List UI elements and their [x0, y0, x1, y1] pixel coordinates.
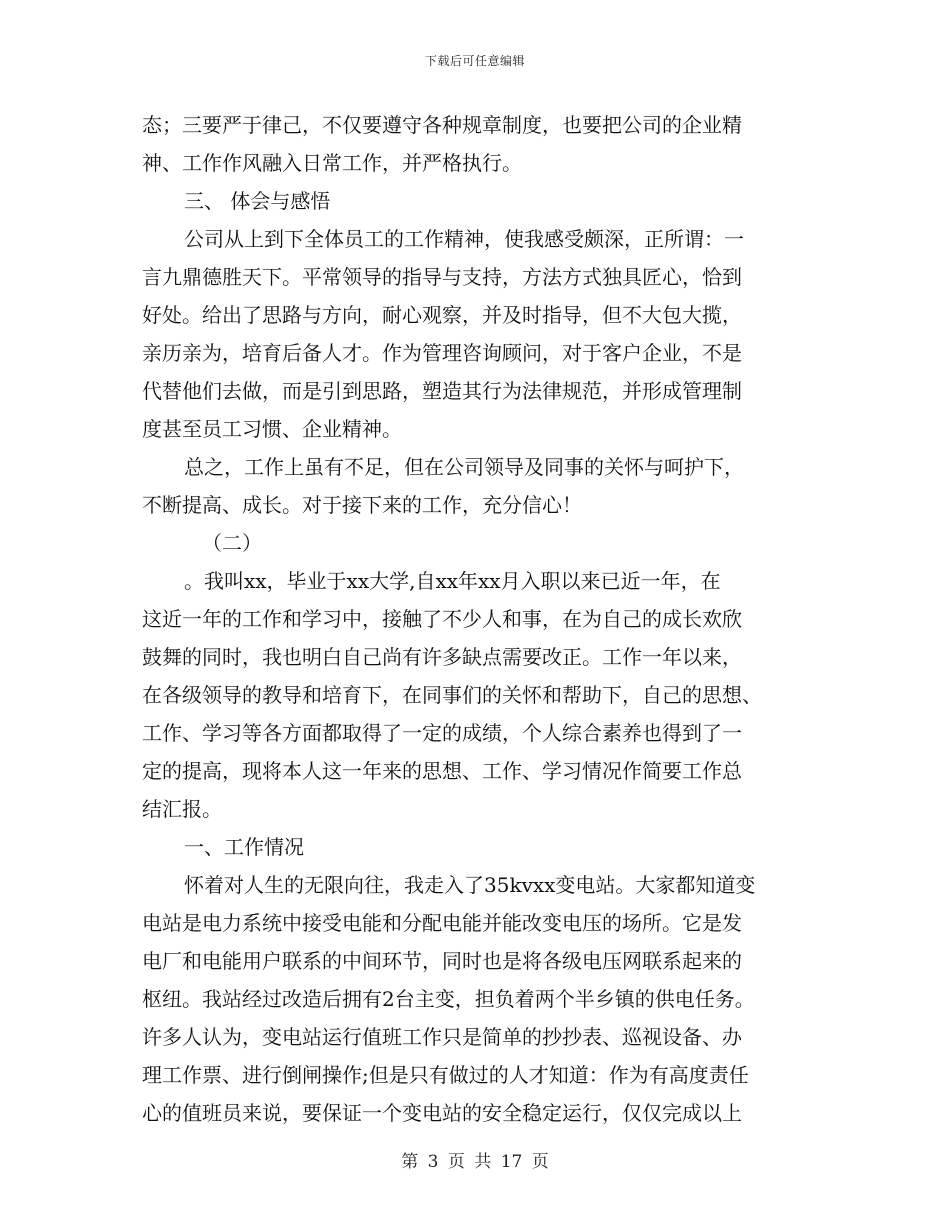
text-line: 电厂和电能用户联系的中间环节，同时也是将各级电压网联系起来的 — [142, 949, 742, 973]
text-line: 鼓舞的同时，我也明白自己尚有许多缺点需要改正。工作一年以来， — [142, 645, 742, 669]
text-line: 不断提高、成长。对于接下来的工作，充分信心！ — [142, 493, 582, 517]
text-line: 一、工作情况 — [184, 835, 304, 859]
text-line: 怀着对人生的无限向往，我走入了35kvxx变电站。大家都知道变 — [184, 873, 756, 897]
text-line: 心的值班员来说，要保证一个变电站的安全稳定运行，仅仅完成以上 — [142, 1101, 742, 1125]
text-line: 言九鼎德胜天下。平常领导的指导与支持，方法方式独具匠心，恰到 — [142, 265, 742, 289]
text-line: 总之，工作上虽有不足，但在公司领导及同事的关怀与呵护下， — [184, 455, 744, 479]
text-line: 理工作票、进行倒闸操作;但是只有做过的人才知道：作为有高度责任 — [142, 1063, 749, 1087]
text-line: 在各级领导的教导和培育下，在同事们的关怀和帮助下，自己的思想、 — [142, 683, 762, 707]
text-line: 定的提高，现将本人这一年来的思想、工作、学习情况作简要工作总 — [142, 759, 742, 783]
text-line: 神、工作作风融入日常工作，并严格执行。 — [142, 151, 522, 175]
text-line: 结汇报。 — [142, 797, 222, 821]
page-footer: 第 3 页 共 17 页 — [401, 1152, 549, 1172]
document-body — [142, 106, 812, 1132]
text-line: 亲历亲为，培育后备人才。作为管理咨询顾问，对于客户企业，不是 — [142, 341, 742, 365]
text-line: 。我叫xx，毕业于xx大学,自xx年xx月入职以来已近一年，在 — [184, 569, 721, 593]
text-line: 公司从上到下全体员工的工作精神，使我感受颇深，正所谓：一 — [184, 227, 744, 251]
text-line: 代替他们去做，而是引到思路，塑造其行为法律规范，并形成管理制 — [142, 379, 742, 403]
text-line: 度甚至员工习惯、企业精神。 — [142, 417, 402, 441]
text-line: 工作、学习等各方面都取得了一定的成绩，个人综合素养也得到了一 — [142, 721, 742, 745]
page-header: 下载后可任意编辑 — [424, 54, 525, 68]
text-line: 态；三要严于律己，不仅要遵守各种规章制度，也要把公司的企业精 — [142, 113, 742, 137]
text-line: 好处。给出了思路与方向，耐心观察，并及时指导，但不大包大揽， — [142, 303, 742, 327]
text-line: 枢纽。我站经过改造后拥有2台主变，担负着两个半乡镇的供电任务。 — [142, 987, 755, 1011]
text-line: 电站是电力系统中接受电能和分配电能并能改变电压的场所。它是发 — [142, 911, 742, 935]
text-line: 许多人认为，变电站运行值班工作只是简单的抄抄表、巡视设备、办 — [142, 1025, 742, 1049]
text-line: 这近一年的工作和学习中，接触了不少人和事，在为自己的成长欢欣 — [142, 607, 742, 631]
text-line: 三、 体会与感悟 — [184, 189, 331, 213]
text-line: （二） — [202, 531, 262, 555]
